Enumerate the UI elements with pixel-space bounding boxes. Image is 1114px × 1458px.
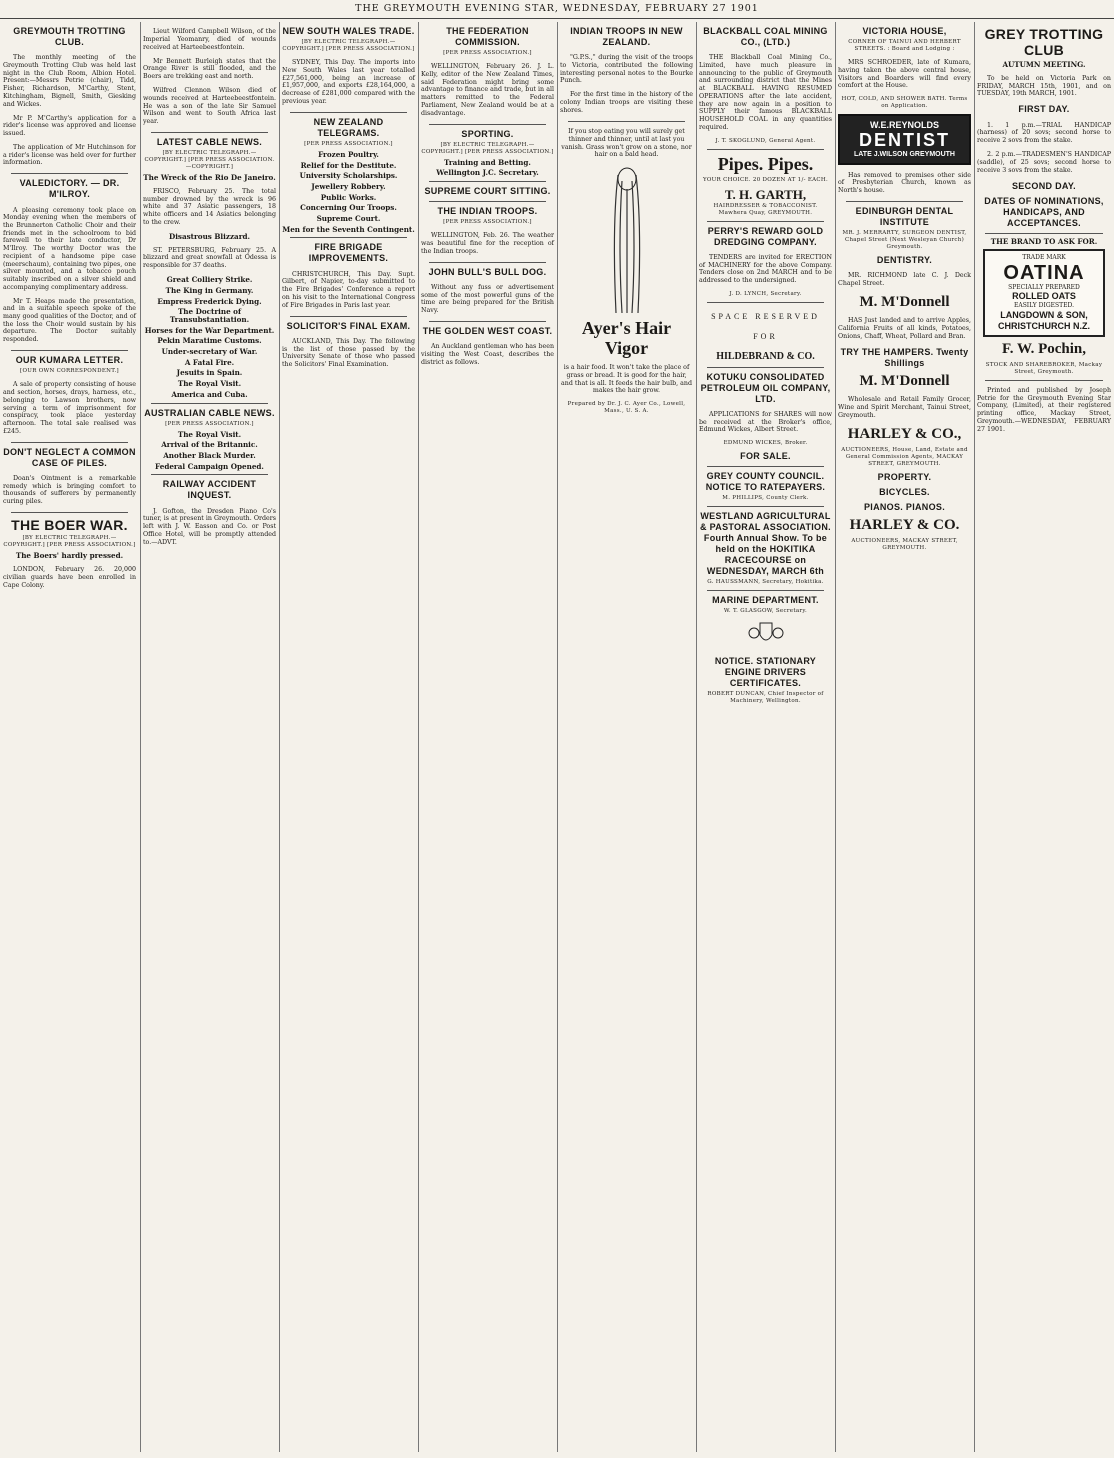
ad-footer: Prepared by Dr. J. C. Ayer Co., Lowell, Mass., U. S. A. (567, 401, 686, 415)
column-3 (279, 22, 418, 1452)
headline: AUSTRALIAN CABLE NEWS. (144, 407, 275, 418)
divider (151, 403, 268, 404)
subheadline: The Boers' hardly pressed. (15, 551, 124, 561)
article-text: WELLINGTON, February 26. J. L. Kelly, editor of the New Zealand Times, said Federation might bring some advantage to finance and trade, but in all matters remitted to the Federal Parliament, New Zealand would be at a disadvantage. (421, 63, 554, 117)
divider (11, 350, 128, 351)
headline: DON'T NEGLECT A COMMON CASE OF PILES. (3, 446, 136, 468)
headline: WESTLAND AGRICULTURAL & PASTORAL ASSOCIATION. Fourth Annual Show. To be held on the HOKITIKA RACECOURSE on WEDNESDAY, MARCH 6th (700, 511, 831, 577)
subheadline: AUTUMN MEETING. (1002, 60, 1086, 69)
article-text: WELLINGTON, Feb. 26. The weather was beautiful fine for the reception of the Indian troops. (421, 232, 554, 255)
divider (429, 124, 546, 125)
coat-of-arms-icon (699, 619, 832, 652)
article-text: Wilfred Clennon Wilson died of wounds received at Harteebeestfontein. He was a son of the late Sir Samuel Wilson and went to South Africa last year. (143, 87, 276, 125)
ad-title: M. M'Donnell (859, 372, 950, 389)
subheadline: The Doctrine of Transubstantiation. (169, 307, 250, 324)
subheadline: Another Black Murder. (163, 450, 256, 460)
subheadline: America and Cuba. (171, 389, 248, 399)
ad-text: STOCK AND SHAREBROKER, Mackay Street, Greymouth. (985, 361, 1103, 375)
divider (11, 442, 128, 443)
headline: SOLICITOR'S FINAL EXAM. (286, 320, 411, 331)
headline: NEW SOUTH WALES TRADE. (282, 26, 415, 36)
byline: [BY ELECTRIC TELEGRAPH.—COPYRIGHT.] [PER PRESS ASSOCIATION.] (3, 535, 136, 549)
ad-text: THE BRAND TO ASK FOR. (990, 236, 1098, 246)
ad-text: APPLICATIONS for SHARES will now be received at the Broker's office, Edmund Wickes, Albert Street. (699, 411, 832, 434)
subheadline: Disastrous Blizzard. (168, 231, 251, 241)
ad-title: HARLEY & CO., (847, 425, 962, 442)
divider (568, 121, 685, 122)
headline: INDIAN TROOPS IN NEW ZEALAND. (570, 26, 683, 47)
byline: [PER PRESS ASSOCIATION.] (304, 140, 393, 147)
article-text: SYDNEY, This Day. The imports into New South Wales last year totalled £27,561,000, being an increase of £1,957,000, and exports £28,164,000, a decrease of £281,000 compared with the previous year. (282, 59, 415, 105)
subheadline: Supreme Court. (316, 214, 381, 224)
article-text: Without any fuss or advertisement some of the most powerful guns of the time are being prepared for the British Navy. (421, 283, 554, 315)
article-text: Mr P. M'Carthy's application for a rider's license was approved and license issued. (3, 114, 136, 137)
ad-title: Ayer's Hair Vigor (581, 317, 672, 358)
ad-text: AUCTIONEERS, MACKAY STREET, GREYMOUTH. (851, 537, 958, 551)
column-8 (974, 22, 1114, 1452)
ad-text: EASILY DIGESTED. (1013, 302, 1074, 310)
ad-text: Has removed to premises other side of Presbyterian Church, known as North's house. (838, 171, 971, 195)
ad-text: If you stop eating you will surely get thinner and thinner, until at last you vanish. Grass won't grow on a stone, nor hair on a bald head. (561, 128, 692, 159)
article-text: ST. PETERSBURG, February 25. A blizzard and great snowfall at Odessa is responsible for 37 deaths. (143, 246, 276, 270)
divider (846, 201, 963, 202)
oatina-advertisement (983, 249, 1105, 337)
headline: GREY TROTTING CLUB (984, 26, 1104, 58)
ad-text: HAIRDRESSER & TOBACCONIST. Mawhera Quay, GREYMOUTH. (713, 202, 818, 216)
headline: NEW ZEALAND TELEGRAMS. (313, 116, 384, 138)
headline: DENTISTRY. (876, 255, 933, 266)
column-2 (140, 22, 279, 1452)
headline: FIRE BRIGADE IMPROVEMENTS. (308, 242, 389, 264)
column-7 (835, 22, 974, 1452)
subheadline: Horses for the War Department. (144, 325, 275, 335)
divider (707, 506, 824, 507)
article-text: CHRISTCHURCH, This Day. Supt. Gilbert, of Napier, to-day submitted to the Fire Brigades' Conference a report on his visit to the International Congress of Fire Brigades in Paris last year. (282, 270, 415, 309)
divider (290, 237, 407, 238)
subheadline: A Fatal Fire. (184, 357, 235, 367)
subheadline: Great Colliery Strike. (166, 275, 253, 285)
subheadline: Under-secretary of War. (161, 347, 258, 357)
headline: VICTORIA HOUSE, (862, 26, 947, 36)
subheadline: Jewellery Robbery. (311, 181, 386, 191)
ad-text: TRADE MARK (1022, 254, 1066, 262)
article-text: LONDON, February 26. 20,000 civilian guards have been enrolled in Cape Colony. (3, 566, 136, 589)
divider (151, 132, 268, 133)
column-1 (0, 22, 139, 1452)
headline: GREYMOUTH TROTTING CLUB. (13, 26, 126, 47)
divider (985, 233, 1103, 234)
subheadline: Federal Campaign Opened. (155, 461, 264, 471)
article-text: An Auckland gentleman who has been visiting the West Coast, describes the district as follows. (421, 343, 554, 366)
article-text: Lieut Wilford Campbell Wilson, of the Imperial Yeomanry, died of wounds received at Harteebeestfontein. (143, 28, 276, 51)
ad-text: HAS Just landed and to arrive Apples, California Fruits of all kinds, Potatoes, Onions, Chaff, Wheat, Pollard and Bran. (838, 317, 971, 340)
ad-title: Pipes. Pipes. (717, 153, 814, 174)
headline: RAILWAY ACCIDENT INQUEST. (162, 479, 257, 501)
article-text: FRISCO, February 25. The total number drowned by the wreck is 96 white and 37 Asiatic passengers, 18 white officers and 14 Asiatics belonging to the crew. (143, 187, 276, 226)
divider (429, 181, 546, 182)
ad-text: TENDERS are invited for ERECTION of MACHINERY for the above Company. Tenders close on 2nd MARCH and to be addressed to the undersigned. (699, 253, 832, 285)
ad-text: SPACE RESERVED FOR (711, 312, 820, 342)
headline: LATEST CABLE NEWS. (156, 136, 263, 147)
ad-text: MRS SCHROEDER, late of Kumara, having taken the above central house, Visitors and Boarders will find every comfort at the House. (838, 59, 971, 90)
headline: THE FEDERATION COMMISSION. (446, 26, 529, 47)
headline: GREY COUNTY COUNCIL. NOTICE TO RATEPAYERS. (705, 471, 826, 493)
signature: W. T. GLASGOW, Secretary. (723, 608, 808, 615)
headline: NOTICE. STATIONARY ENGINE DRIVERS CERTIFICATES. (714, 656, 817, 689)
article-text: AUCKLAND, This Day. The following is the list of those passed by the University Senate of those who passed the Solicitors' Final Examination. (282, 337, 415, 368)
headline: DATES OF NOMINATIONS, HANDICAPS, AND ACCEPTANCES. (984, 195, 1104, 228)
article-text: The monthly meeting of the Greymouth Trotting Club was held last night in the Club Room, Albion Hotel. Present:—Messrs Petrie (chair), Tidd, Fisher, Richardson, M'Carthy, Stent, Kitchingham, Bignell, Smith, Giesking and Wickes. (3, 54, 136, 108)
headline: PROPERTY. (877, 471, 932, 482)
headline: THE BOER WAR. (11, 517, 128, 534)
ad-text: To be held on Victoria Park on FRIDAY, MARCH 15th, 1901, and on TUESDAY, 19th MARCH, 1901. (977, 75, 1111, 98)
headline: FIRST DAY. (1018, 104, 1070, 115)
ad-text: 2. 2 p.m.—TRADESMEN'S HANDICAP (saddle), of 25 sovs; second horse to receive 3 sovs from the stake. (977, 151, 1111, 174)
subheadline: Concerning Our Troops. (300, 203, 397, 213)
ad-title: OATINA (1003, 261, 1085, 284)
headline: VALEDICTORY. — DR. M'ILROY. (19, 178, 120, 200)
divider (429, 201, 546, 202)
byline: [BY ELECTRIC TELEGRAPH.—COPYRIGHT.] [PER PRESS ASSOCIATION.] (282, 39, 415, 52)
ad-text: SPECIALLY PREPARED (1008, 283, 1080, 291)
subheadline: Wellington J.C. Secretary. (436, 168, 539, 178)
imprint: Printed and published by Joseph Petrie for the Greymouth Evening Star Company, (Limited), at their registered printing office, Mackay Street, Greymouth.—WEDNESDAY, FEBRUARY 27 1901. (977, 387, 1111, 433)
subheadline: Empress Frederick Dying. (157, 296, 262, 306)
article-text: For the first time in the history of the colony Indian troops are visiting these shores. (560, 91, 693, 114)
signature: M. PHILLIPS, County Clerk. (722, 495, 809, 502)
ad-title: F. W. Pochin, (1001, 340, 1087, 357)
ad-text: AUCTIONEERS, House, Land, Estate and General Commission Agents, MACKAY STREET, GREYMOUTH. (841, 446, 968, 467)
subheadline: The Wreck of the Rio De Janeiro. (143, 172, 276, 182)
subheadline: Relief for the Destitute. (300, 160, 397, 170)
byline: [PER PRESS ASSOCIATION.] (165, 420, 254, 427)
ad-title: LANGDOWN & SON, CHRISTCHURCH N.Z. (998, 309, 1090, 331)
headline: THE INDIAN TROOPS. (437, 205, 538, 216)
headline: TRY THE HAMPERS. Twenty Shillings (840, 346, 969, 368)
ad-text: MR. RICHMOND late C. J. Deck Chapel Street. (838, 272, 971, 288)
ad-title: T. H. GARTH, (724, 186, 807, 202)
ad-text: 1. 1 p.m.—TRIAL HANDICAP (harness) of 20 sovs; second horse to receive 2 sovs from the stake. (977, 121, 1111, 145)
subheadline: Men for the Seventh Contingent. (282, 224, 415, 234)
byline: [BY ELECTRIC TELEGRAPH.—COPYRIGHT.] [PER PRESS ASSOCIATION.—COPYRIGHT.] (144, 149, 275, 170)
byline: [PER PRESS ASSOCIATION.] (443, 218, 532, 225)
divider (151, 474, 268, 475)
headline: SUPREME COURT SITTING. (424, 185, 551, 196)
headline: BICYCLES. (879, 486, 930, 497)
article-text: A sale of property consisting of house and section, horses, drays, harness, etc., belonging to Lawson brothers, now serving a term of imprisonment for conspiracy, took place yesterday afternoon. The total sale realised was £245. (3, 381, 136, 435)
column-6 (696, 22, 835, 1452)
signature: J. T. SKOGLUND, General Agent. (715, 137, 816, 144)
divider (429, 262, 546, 263)
divider (429, 321, 546, 322)
divider (985, 380, 1103, 381)
ayer-advertisement (560, 128, 693, 415)
column-5 (557, 22, 696, 1452)
article-text: A pleasing ceremony took place on Monday evening when the members of the Brunnerton Catholic Choir and their friends met in the schoolroom to bid farewell to their late conductor, Dr M'Ilroy. The worthy Doctor was the recipient of a handsome pipe case (meerschaum), containing two pipes, one silver mounted, and a tobacco pouch suitably inscribed on a silver shield and accompanying complimentary address. (3, 206, 136, 291)
coat-of-arms-graphic (746, 619, 786, 649)
ad-title: HARLEY & CO. (849, 516, 960, 533)
divider (290, 112, 407, 113)
byline: [PER PRESS ASSOCIATION.] (443, 50, 532, 56)
column-4 (418, 22, 557, 1452)
signature: J. D. LYNCH, Secretary. (729, 291, 802, 298)
article-text: Mr Bennett Burleigh states that the Orange River is still flooded, and the Boers are trekking east and north. (143, 57, 276, 81)
ad-text: Wholesale and Retail Family Grocer, Wine and Spirit Merchant, Tainui Street, Greymouth. (838, 396, 971, 419)
headline: PIANOS. PIANOS. (863, 501, 945, 512)
ad-text: HOT, COLD, AND SHOWER BATH. Terms on Application. (841, 96, 968, 110)
byline: [OUR OWN CORRESPONDENT.] (20, 368, 119, 375)
divider (707, 221, 824, 222)
article-text: J. Gofton, the Dresden Piano Co's tuner, is at present in Greymouth. Orders left with J. W. Easson and Co. or Post Office Hotel, will be promptly attended to.—ADVT. (143, 507, 276, 546)
article-text: Mr T. Heaps made the presentation, and in a suitable speech spoke of the many good qualities of the Doctor, and of the loss the Choir would sustain by his departure. The Doctor suitably responded. (3, 297, 136, 344)
divider (707, 590, 824, 591)
divider (707, 466, 824, 467)
article-text: The application of Mr Hutchinson for a rider's license was held over for further information. (3, 143, 136, 167)
headline: SECOND DAY. (1012, 180, 1076, 191)
ad-title: W.E.REYNOLDS (869, 120, 939, 131)
ad-title: HILDEBRAND & CO. (716, 351, 815, 363)
ad-title: M. M'Donnell (859, 294, 950, 311)
headline: BLACKBALL COAL MINING CO., (LTD.) (703, 26, 828, 47)
signature: EDMUND WICKES, Broker. (723, 440, 808, 447)
headline: KOTUKU CONSOLIDATED PETROLEUM OIL COMPANY, LTD. (700, 371, 831, 404)
divider (11, 173, 128, 174)
divider (11, 512, 128, 513)
article-text: "G.P.S.," during the visit of the troops to Victoria, contributed the following interesting personal notes to the Bourke Punch. (560, 54, 693, 85)
subheadline: The Royal Visit. (177, 379, 242, 389)
ad-text: LATE J.WILSON GREYMOUTH (854, 151, 955, 159)
divider (290, 316, 407, 317)
headline: FOR SALE. (740, 451, 791, 462)
headline: SPORTING. (461, 128, 514, 139)
masthead: THE GREYMOUTH EVENING STAR, WEDNESDAY, FEBRUARY 27 1901 (0, 0, 1114, 19)
headline: PERRY'S REWARD GOLD DREDGING COMPANY. (707, 225, 824, 247)
subheadline: Arrival of the Britannic. (161, 440, 258, 450)
headline: THE GOLDEN WEST COAST. (422, 326, 553, 337)
headline: JOHN BULL'S BULL DOG. (428, 266, 547, 277)
divider (707, 302, 824, 303)
ad-text: is a hair food. It won't take the place of grass or bread. It is good for the hair, and that is all. It feeds the hair bulb, and makes the hair grow. (561, 364, 692, 395)
dentist-advertisement (838, 114, 971, 165)
divider (707, 367, 824, 368)
signature: ROBERT DUNCAN, Chief Inspector of Machinery, Wellington. (707, 691, 824, 705)
subheadline: Training and Betting. (444, 157, 531, 167)
headline: EDINBURGH DENTAL INSTITUTE (855, 206, 954, 228)
divider (707, 149, 824, 150)
byline: [BY ELECTRIC TELEGRAPH.—COPYRIGHT.] [PER PRESS ASSOCIATION.] (421, 141, 554, 155)
ad-title: DENTIST (858, 130, 950, 151)
ad-text: YOUR CHOICE. 20 DOZEN AT 1/- EACH. (702, 176, 829, 183)
ad-title: ROLLED OATS (1012, 291, 1076, 302)
byline: CORNER OF TAINUI AND HERBERT STREETS. : Board and Lodging : (848, 39, 961, 52)
headline: MARINE DEPARTMENT. (712, 595, 819, 606)
article-text: Doan's Ointment is a remarkable remedy which is bringing comfort to thousands of sufferers by permanently curing piles. (3, 474, 136, 506)
subheadline: Public Works. (320, 192, 377, 202)
subheadline: Jesuits in Spain. (176, 368, 243, 378)
ad-text: MR. J. MERRARTY, SURGEON DENTIST, Chapel Street (Next Wesleyan Church) Greymouth. (842, 230, 967, 251)
subheadline: The King in Germany. (165, 285, 254, 295)
ad-text: THE Blackball Coal Mining Co., Limited, have much pleasure in announcing to the public of Greymouth and surrounding district that the Mines at BLACKBALL HAVING RESUMED OPERATIONS after the late accident, they are now again in a position to SUPPLY their famous BLACKBALL HOUSEHOLD COAL in any quantities required. (699, 54, 832, 131)
woman-long-hair-illustration (602, 165, 652, 315)
subheadline: University Scholarships. (299, 171, 398, 181)
subheadline: Pekin Maratime Customs. (157, 336, 262, 346)
subheadline: The Royal Visit. (177, 429, 242, 439)
signature: G. HAUSSMANN, Secretary, Hokitika. (707, 579, 824, 586)
subheadline: Frozen Poultry. (318, 149, 379, 159)
headline: OUR KUMARA LETTER. (15, 355, 124, 366)
